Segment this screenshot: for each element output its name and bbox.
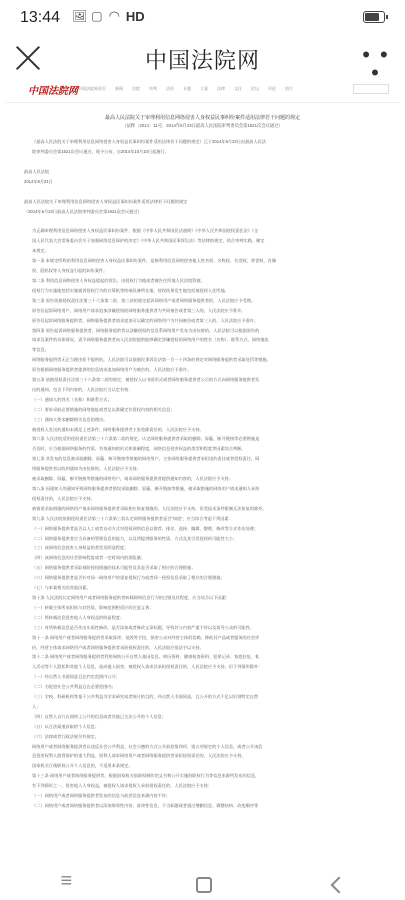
document-paragraph: 侵权行为实施地包括实施被诉侵权行为的计算机等终端设备所在地，侵权结果发生地包括被侵权人住所地。 — [32, 287, 229, 293]
document-paragraph: 出的通知，包含下列内容的，人民法院应当认定有效： — [32, 386, 133, 392]
document-paragraph: 第十三条 网络用户或者网络服务提供者，根据国家机关依职权制作的文书和公开实施的职权行为等信息来源所发布的信息， — [32, 773, 260, 779]
document-paragraph: （五）网络服务提供者采取预防侵权措施的技术可能性及其是否采取了相应的合理措施； — [32, 565, 196, 571]
site-header — [6, 78, 399, 103]
document-paragraph: （一）经自然人书面同意且在约定范围内公开； — [32, 674, 120, 680]
menu-icon[interactable] — [53, 874, 83, 894]
network-label: HD — [125, 8, 145, 24]
document-paragraph: 权、隐私权等人身权益引起的纠纷案件。 — [32, 268, 108, 274]
document-paragraph: （七）与本案相关的其他因素。 — [32, 585, 91, 591]
site-nav-item[interactable]: 中国法院网首页 — [78, 86, 106, 91]
site-nav-item[interactable]: 新闻 — [115, 86, 123, 91]
document-paragraph: 有下列情形之一，侵害他人人身权益，被侵权人请求侵权人承担侵权责任的，人民法院应予支持： — [32, 783, 213, 789]
document-paragraph: （二）为促进社会公共利益且在必要范围内； — [32, 684, 116, 690]
document-paragraph: 网络用户或者网络服务提供者以违反社会公共利益、社会公德的方式公开前款第四项、第五项规定的个人信息，或者公开该信 — [32, 743, 263, 749]
document-paragraph: 息侵害权利人值得保护的重大利益，权利人请求网络用户或者网络服务提供者承担侵权责任的，人民法院应予支持。 — [32, 753, 246, 759]
document-paragraph: 国家机关行使职权公开个人信息的，不适用本条规定。 — [32, 763, 133, 769]
document-paragraph: （三）学校、科研机构等基于公共利益为学术研究或者统计的目的，经自然人书面同意，且公开的方式不足以识别特定自然 — [32, 694, 259, 700]
document-paragraph: 国人民代表大会常务委员会关于加强网络信息保护的决定》《中华人民共和国民事诉讼法》等法律的规定，结合审判实践，制定 — [32, 238, 265, 244]
system-nav-bar — [0, 868, 405, 900]
status-icons — [58, 8, 145, 24]
document-paragraph: 被错误采取措施的网络用户请求网络服务提供者采取相应恢复措施的，人民法院应予支持，但受技术条件限制无法恢复的除外。 — [32, 505, 267, 511]
document-paragraph: 第十条 人民法院认定网络用户或者网络服务提供者转载网络信息行为的过错及其程度，应当综合以下因素： — [32, 594, 230, 600]
document-paragraph: 被侵权人发送的通知未满足上述条件，网络服务提供者主张免除责任的，人民法院应予支持。 — [32, 426, 204, 432]
document-paragraph: 《最高人民法院关于审理利用信息网络侵害人身权益民事纠纷案件适用法律若干问题的规定》已于2014年6月23日由最高人民法 — [32, 139, 267, 144]
document-paragraph: （二）网络服务提供者应当具备的管理信息的能力，以及所提供服务的性质、方式及其引发侵权的可能性大小； — [32, 535, 238, 541]
document-paragraph: （六）法律或者行政法规另有规定。 — [32, 733, 100, 739]
site-nav-item[interactable]: 立案 — [200, 86, 208, 91]
document-paragraph: （四）自然人自行在网络上公开的信息或者其他已合法公开的个人信息； — [32, 713, 167, 719]
status-bar — [0, 0, 405, 38]
document-paragraph: （六）网络服务提供者是否针对同一网络用户的重复侵权行为或者同一侵权信息采取了相应的合理措施； — [32, 575, 225, 581]
document-paragraph: 原告仅起诉网络用户，网络用户请求追加涉嫌侵权的网络服务提供者为共同被告或者第三人的，人民法院应予准许。 — [32, 307, 246, 313]
site-nav-item[interactable]: 论坛 — [251, 86, 259, 91]
document-paragraph: 第五条 依据侵权责任法第三十六条第二款的规定，被侵权人以书面形式或者网络服务提供者公示的方式向网络服务提供者发 — [32, 377, 260, 383]
site-logo[interactable]: 中国法院网 — [28, 86, 78, 97]
document-paragraph: 第十一条 网络用户或者网络服务提供者采取诽谤、诋毁等手段，损害公众对经营主体的信赖，降低其产品或者服务的社会评 — [32, 634, 260, 640]
document-paragraph: 人活动等个人隐私和其他个人信息，造成他人损害，被侵权人请求其承担侵权责任的，人民法院应予支持。但下列情形除外： — [32, 664, 263, 670]
document-paragraph: （五）以合法渠道获取的个人信息； — [32, 723, 100, 729]
chat-icon: ▢ — [91, 9, 103, 23]
document-paragraph: 第九条 人民法院依据侵权责任法第三十六条第三款认定网络服务提供者是否“知道”，应当综合考虑下列因素： — [32, 515, 233, 521]
battery-icon — [363, 11, 385, 23]
document-paragraph: 第三条 原告依据侵权责任法第三十六条第二款、第三款的规定起诉网络用户或者网络服务提供者的，人民法院应予受理。 — [32, 297, 256, 303]
document-subtitle: （法释〔2014〕11号，2014年6月23日最高人民法院审判委员会第1621次会议通过） — [122, 123, 283, 128]
document-paragraph: 第八条 因通知人的通知导致网络服务提供者错误采取删除、屏蔽、断开链接等措施，被采取措施的网络用户请求通知人承担 — [32, 486, 260, 491]
document-paragraph: （二）要求采取必要措施的网络地址或者足以准确定位侵权内容的相关信息； — [32, 406, 175, 412]
wifi-icon: ◠ — [108, 8, 120, 23]
document-paragraph: 被采取删除、屏蔽、断开链接等措施的网络用户，请求网络服务提供者提供通知内容的，人民法院应予支持。 — [32, 476, 234, 482]
document-paragraph: （四）该网络信息的社会影响程度或者一定时间内的浏览量； — [32, 555, 146, 561]
document-paragraph: 第十二条 网络用户或者网络服务提供者利用网络公开自然人基因信息、病历资料、健康检查资料、犯罪记录、家庭住址、私 — [32, 654, 260, 660]
document-title: 最高人民法院关于审理利用信息网络侵害人身权益民事纠纷案件适用法律若干问题的规定 — [104, 115, 300, 121]
site-nav-item[interactable]: 法律 — [217, 86, 225, 91]
document-paragraph: （一）通知人的姓名（名称）和联系方式； — [32, 396, 112, 402]
document-paragraph: 本规定。 — [32, 248, 49, 254]
document-paragraph: 请求及案件的具体情况，责令网络服务提供者向人民法院提供能够确定涉嫌侵权的网络用户的姓名（名称）、联系方式、网络地址 — [32, 337, 269, 343]
document-paragraph: 第二条 利用信息网络侵害人身权益提起的诉讼，由侵权行为地或者被告住所地人民法院管辖。 — [32, 277, 205, 283]
status-time: 13:44 — [20, 9, 61, 26]
site-nav-item[interactable]: 文化 — [234, 86, 242, 91]
more-button[interactable]: • • • — [362, 42, 390, 85]
site-nav-item[interactable]: 评论 — [268, 86, 276, 91]
site-nav-item[interactable]: 图片 — [285, 86, 293, 91]
document-paragraph: （三）通知人要求删除相关信息的理由。 — [32, 416, 108, 422]
site-nav-item[interactable]: 法治 — [166, 86, 174, 91]
site-search-input[interactable] — [353, 84, 389, 94]
page-title: 中国法院网 — [144, 48, 260, 73]
site-nav — [78, 86, 293, 92]
document-body — [24, 137, 381, 811]
document-paragraph: 原告仅起诉网络服务提供者，网络服务提供者请求追加可以确定的网络用户为共同被告或者第三人的，人民法院应予准许。 — [32, 317, 259, 323]
document-paragraph: （一）网络服务提供者是否以人工或者自动方式对侵权网络信息以推荐、排名、选择、编辑、整理、修改等方式作出处理； — [32, 525, 259, 531]
document-paragraph: （三）该网络信息侵害人身权益的类型及明显程度； — [32, 545, 129, 551]
document-paragraph: （三）对所转载信息是否作出实质性修改，是否添加或者修改文章标题，导致其与内容严重不符以及误导公众的可能性。 — [32, 624, 254, 630]
document-paragraph: 第四条 原告起诉网络服务提供者，网络服务提供者以涉嫌侵权的信息系网络用户发布为由抗辩的，人民法院可以根据原告的 — [32, 327, 260, 333]
document-paragraph: （2014年6月23日最高人民法院审判委员会第1621次会议通过） — [24, 208, 142, 214]
document-paragraph: 第一条 本规定所称的利用信息网络侵害人身权益民事纠纷案件，是指利用信息网络侵害他人姓名权、名称权、名誉权、荣誉权、肖像 — [32, 258, 277, 264]
site-nav-item[interactable]: 专题 — [183, 86, 191, 91]
document-paragraph: 为正确审理利用信息网络侵害人身权益民事纠纷案件，根据《中华人民共和国民法通则》《中华人民共和国侵权责任法》《全 — [32, 228, 259, 234]
document-paragraph: 原告根据网络服务提供者提供的信息请求追加网络用户为被告的，人民法院应予准许。 — [32, 367, 192, 373]
document-paragraph: 网络服务提供者无正当理由拒不提供的，人民法院可以依据民事诉讼法第一百一十四条的规定对网络服务提供者采取处罚等措施。 — [32, 357, 271, 363]
document-paragraph: 最高人民法院 — [24, 168, 50, 174]
document-paragraph: 否及时，应当根据网络服务的性质、有效通知的形式和准确程度，网络信息侵害权益的类型和程度等因素综合判断。 — [32, 446, 246, 452]
back-icon[interactable] — [323, 874, 353, 894]
document-paragraph: （二）网络用户或者网络服务提供者以添加侮辱性内容、诽谤性信息、不当标题或者通过增删信息、调整结构、改变顺序等 — [32, 803, 259, 808]
app-bar — [0, 38, 405, 85]
document-paragraph: 院审判委员会第1621次会议通过，现予公布，自2014年10月10日起施行。 — [32, 148, 169, 154]
site-nav-item[interactable]: 法院 — [132, 86, 140, 91]
document-paragraph: 第七条 其发布的信息被采取删除、屏蔽、断开链接等措施的网络用户，主张网络服务提供者承担违约责任或者侵权责任，网 — [32, 456, 260, 462]
document-paragraph: 第六条 人民法院适用侵权责任法第三十六条第二款的规定，认定网络服务提供者采取的删除、屏蔽、断开链接等必要措施是 — [32, 436, 260, 442]
image-icon: 🖼 — [72, 9, 88, 23]
document-paragraph: 络服务提供者以收到通知为由抗辩的，人民法院应予支持。 — [32, 466, 141, 472]
document-paragraph: 等信息。 — [32, 347, 49, 353]
document-paragraph: （二）所转载信息侵害他人人身权益的明显程度； — [32, 614, 125, 620]
document-paragraph: 人； — [32, 703, 41, 709]
document-paragraph: 最高人民法院关于审理利用信息网络侵害人身权益民事纠纷案件适用法律若干问题的规定 — [24, 198, 188, 204]
document-paragraph: 侵权责任的，人民法院应予支持。 — [32, 495, 95, 501]
document-paragraph: （一）网络用户或者网络服务提供者发布的信息与前述信息来源内容不符； — [32, 793, 171, 799]
document-paragraph: （一）转载主体所承担的与其性质、影响范围相适应的注意义务； — [32, 604, 154, 610]
document-paragraph: 价，经营主体请求网络用户或者网络服务提供者承担侵权责任的，人民法院应依法予以支持。 — [32, 644, 204, 650]
site-nav-item[interactable]: 审判 — [149, 86, 157, 91]
document-paragraph: 2014年8月21日 — [24, 178, 53, 184]
home-icon[interactable] — [188, 874, 218, 894]
document-view[interactable] — [0, 78, 405, 868]
